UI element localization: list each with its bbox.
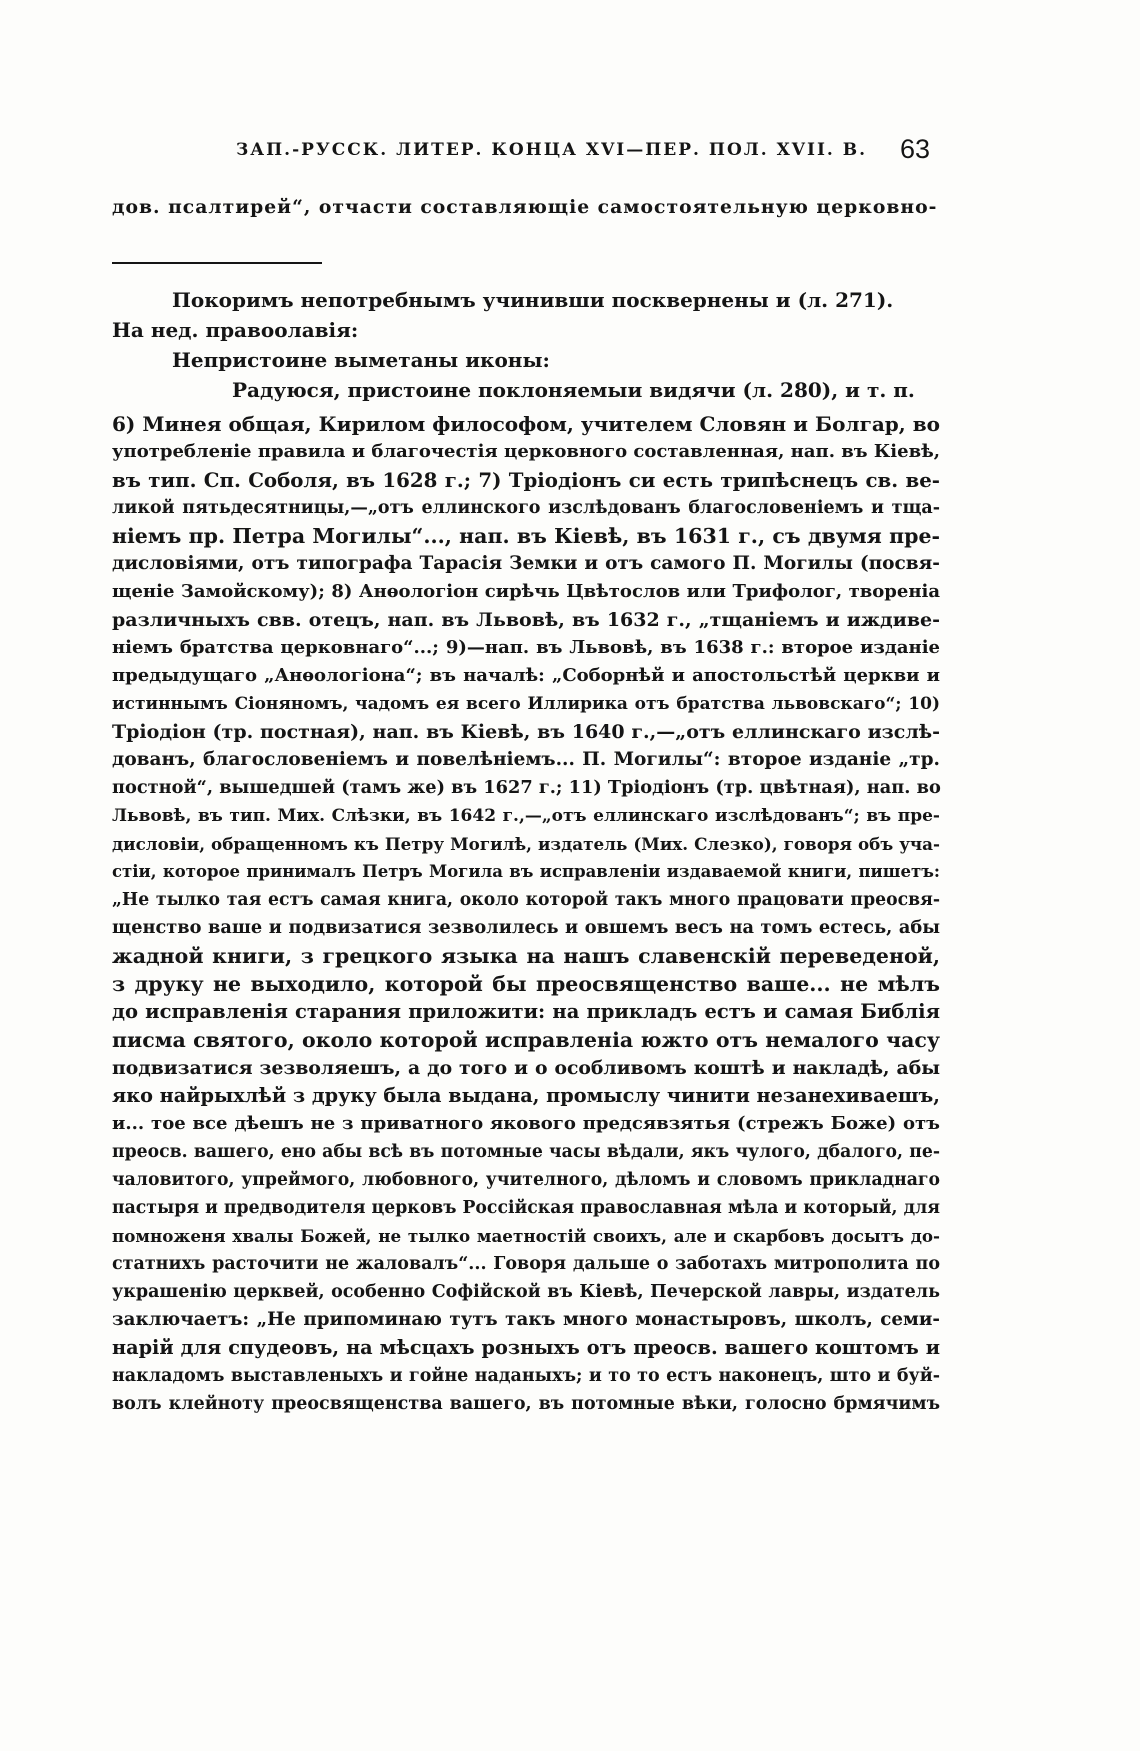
footnote-line: Тріодіон (тр. постная), нап. въ Кіевѣ, въ 1640 г.,—„отъ еллинскаго изслѣ- <box>112 721 940 743</box>
footnote-line: щенство ваше и подвизатися зезволилесь и овшемъ весъ на томъ естесь, абы <box>112 917 940 938</box>
footnote-line: пастыря и предводителя церковъ Россійская православная мѣла и который, для <box>112 1198 940 1218</box>
footnote-line: украшенію церквей, особенно Софійской въ Кіевѣ, Печерской лавры, издатель <box>112 1282 940 1302</box>
footnote-line: помноженя хвалы Божей, не тылко маетностій своихъ, але и скарбовъ досытъ до- <box>112 1226 940 1246</box>
footnote-line: предыдущаго „Анѳологіона“; въ началѣ: „Соборнѣй и апостольстѣй церкви и <box>112 665 940 686</box>
footnote-line: преосв. вашего, ено абы всѣ въ потомные часы вѣдали, якъ чулого, дбалого, пе- <box>112 1142 940 1162</box>
footnote-line: заключаетъ: „Не припоминаю тутъ такъ много монастыровъ, школъ, семи- <box>112 1309 940 1330</box>
verse-line: На нед. правоолавія: <box>112 318 359 342</box>
footnote-line: до исправленія старания приложити: на прикладъ естъ и самая Библія <box>112 1000 940 1023</box>
footnote-line: писма святого, около которой исправленіа южто отъ немалого часу <box>112 1028 940 1052</box>
footnote-line: накладомъ выставленыхъ и гойне наданыхъ; и то то естъ наконецъ, што и буй- <box>112 1366 940 1386</box>
footnote-line: яко найрыхлѣй з друку была выдана, промыслу чинити незанехиваешъ, <box>112 1084 940 1107</box>
verse-line: Радуюся, пристоине поклоняемыи видячи (л. 280), и т. п. <box>232 378 915 402</box>
footnote-line: употребленіе правила и благочестія церковного составленная, нап. въ Кіевѣ, <box>112 441 940 462</box>
footnote-line: въ тип. Сп. Соболя, въ 1628 г.; 7) Тріодіонъ си есть трипѣснецъ св. ве- <box>112 468 940 492</box>
footnote-line: дисловіями, отъ типографа Тарасія Земки и отъ самого П. Могилы (посвя- <box>112 553 940 574</box>
footnote-line: волъ клейноту преосвященства вашего, въ потомные вѣки, голосно брмячимъ <box>112 1394 940 1414</box>
footnote-line: з друку не выходило, которой бы преосвященство ваше... не мѣлъ <box>112 972 940 996</box>
footnote-line: постной“, вышедшей (тамъ же) въ 1627 г.; 11) Тріодіонъ (тр. цвѣтная), нап. во <box>112 777 941 798</box>
footnote-line: истиннымъ Сіоняномъ, чадомъ ея всего Иллирика отъ братства львовскаго“; 10) <box>112 694 940 714</box>
footnote-line: нарій для спудеовъ, на мѣсцахъ розныхъ отъ преосв. вашего коштомъ и <box>112 1336 940 1359</box>
main-text-line: дов. псалтирей“, отчасти составляющіе самостоятельную церковно- <box>112 196 938 218</box>
footnote-line: чаловитого, упреймого, любовного, учителного, дѣломъ и словомъ прикладнаго <box>112 1170 940 1190</box>
footnote-line: и... тое все дѣешъ не з приватного якового предсявзятья (стрежъ Боже) отъ <box>112 1113 940 1134</box>
footnote-line: жадной книги, з грецкого языка на нашъ славенскій переведеной, <box>112 944 940 968</box>
footnote-line: „Не тылко тая естъ самая книга, около которой такъ много працовати преосвя- <box>112 890 940 910</box>
footnote-line: Львовѣ, въ тип. Мих. Слѣзки, въ 1642 г.,—„отъ еллинскаго изслѣдованъ“; въ пре- <box>112 806 940 826</box>
footnote-line: дисловіи, обращенномъ къ Петру Могилѣ, издатель (Мих. Слезко), говоря объ уча- <box>112 834 940 854</box>
footnote-line: 6) Минея общая, Кирилом философом, учителем Словян и Болгар, во <box>112 412 940 436</box>
footnote-line: ніемъ пр. Петра Могилы“..., нап. въ Кіевѣ, въ 1631 г., съ двумя пре- <box>112 524 940 548</box>
verse-line: Непристоине выметаны иконы: <box>172 348 550 372</box>
footnote-line: ніемъ братства церковнаго“...; 9)—нап. въ Львовѣ, въ 1638 г.: второе изданіе <box>112 637 940 658</box>
footnote-line: подвизатися зезволяешъ, а до того и о особливомъ коштѣ и накладѣ, абы <box>112 1057 940 1079</box>
page-number: 63 <box>900 134 931 164</box>
footnote-line: статнихъ расточити не жаловалъ“... Говоря дальше о заботахъ митрополита по <box>112 1254 940 1274</box>
footnote-rule <box>112 262 322 264</box>
footnote-line: дованъ, благословеніемъ и повелѣніемъ... П. Могилы“: второе изданіе „тр. <box>112 749 940 770</box>
footnote-line: стіи, которое принималъ Петръ Могила въ исправленіи издаваемой книги, пишетъ: <box>112 862 940 881</box>
footnote-line: ликой пятьдесятницы,—„отъ еллинского изслѣдованъ благословеніемъ и тща- <box>112 498 940 518</box>
verse-line: Покоримъ непотребнымъ учинивши посквернены и (л. 271). <box>172 288 894 312</box>
footnote-line: различныхъ свв. отецъ, нап. въ Львовѣ, въ 1632 г., „тщаніемъ и иждиве- <box>112 609 940 631</box>
footnote-line: щеніе Замойскому); 8) Анѳологіон сирѣчь Цвѣтослов или Трифолог, твореніа <box>112 581 940 602</box>
running-head: ЗАП.-РУССК. ЛИТЕР. КОНЦА XVI—ПЕР. ПОЛ. XVII. В. <box>236 140 868 160</box>
